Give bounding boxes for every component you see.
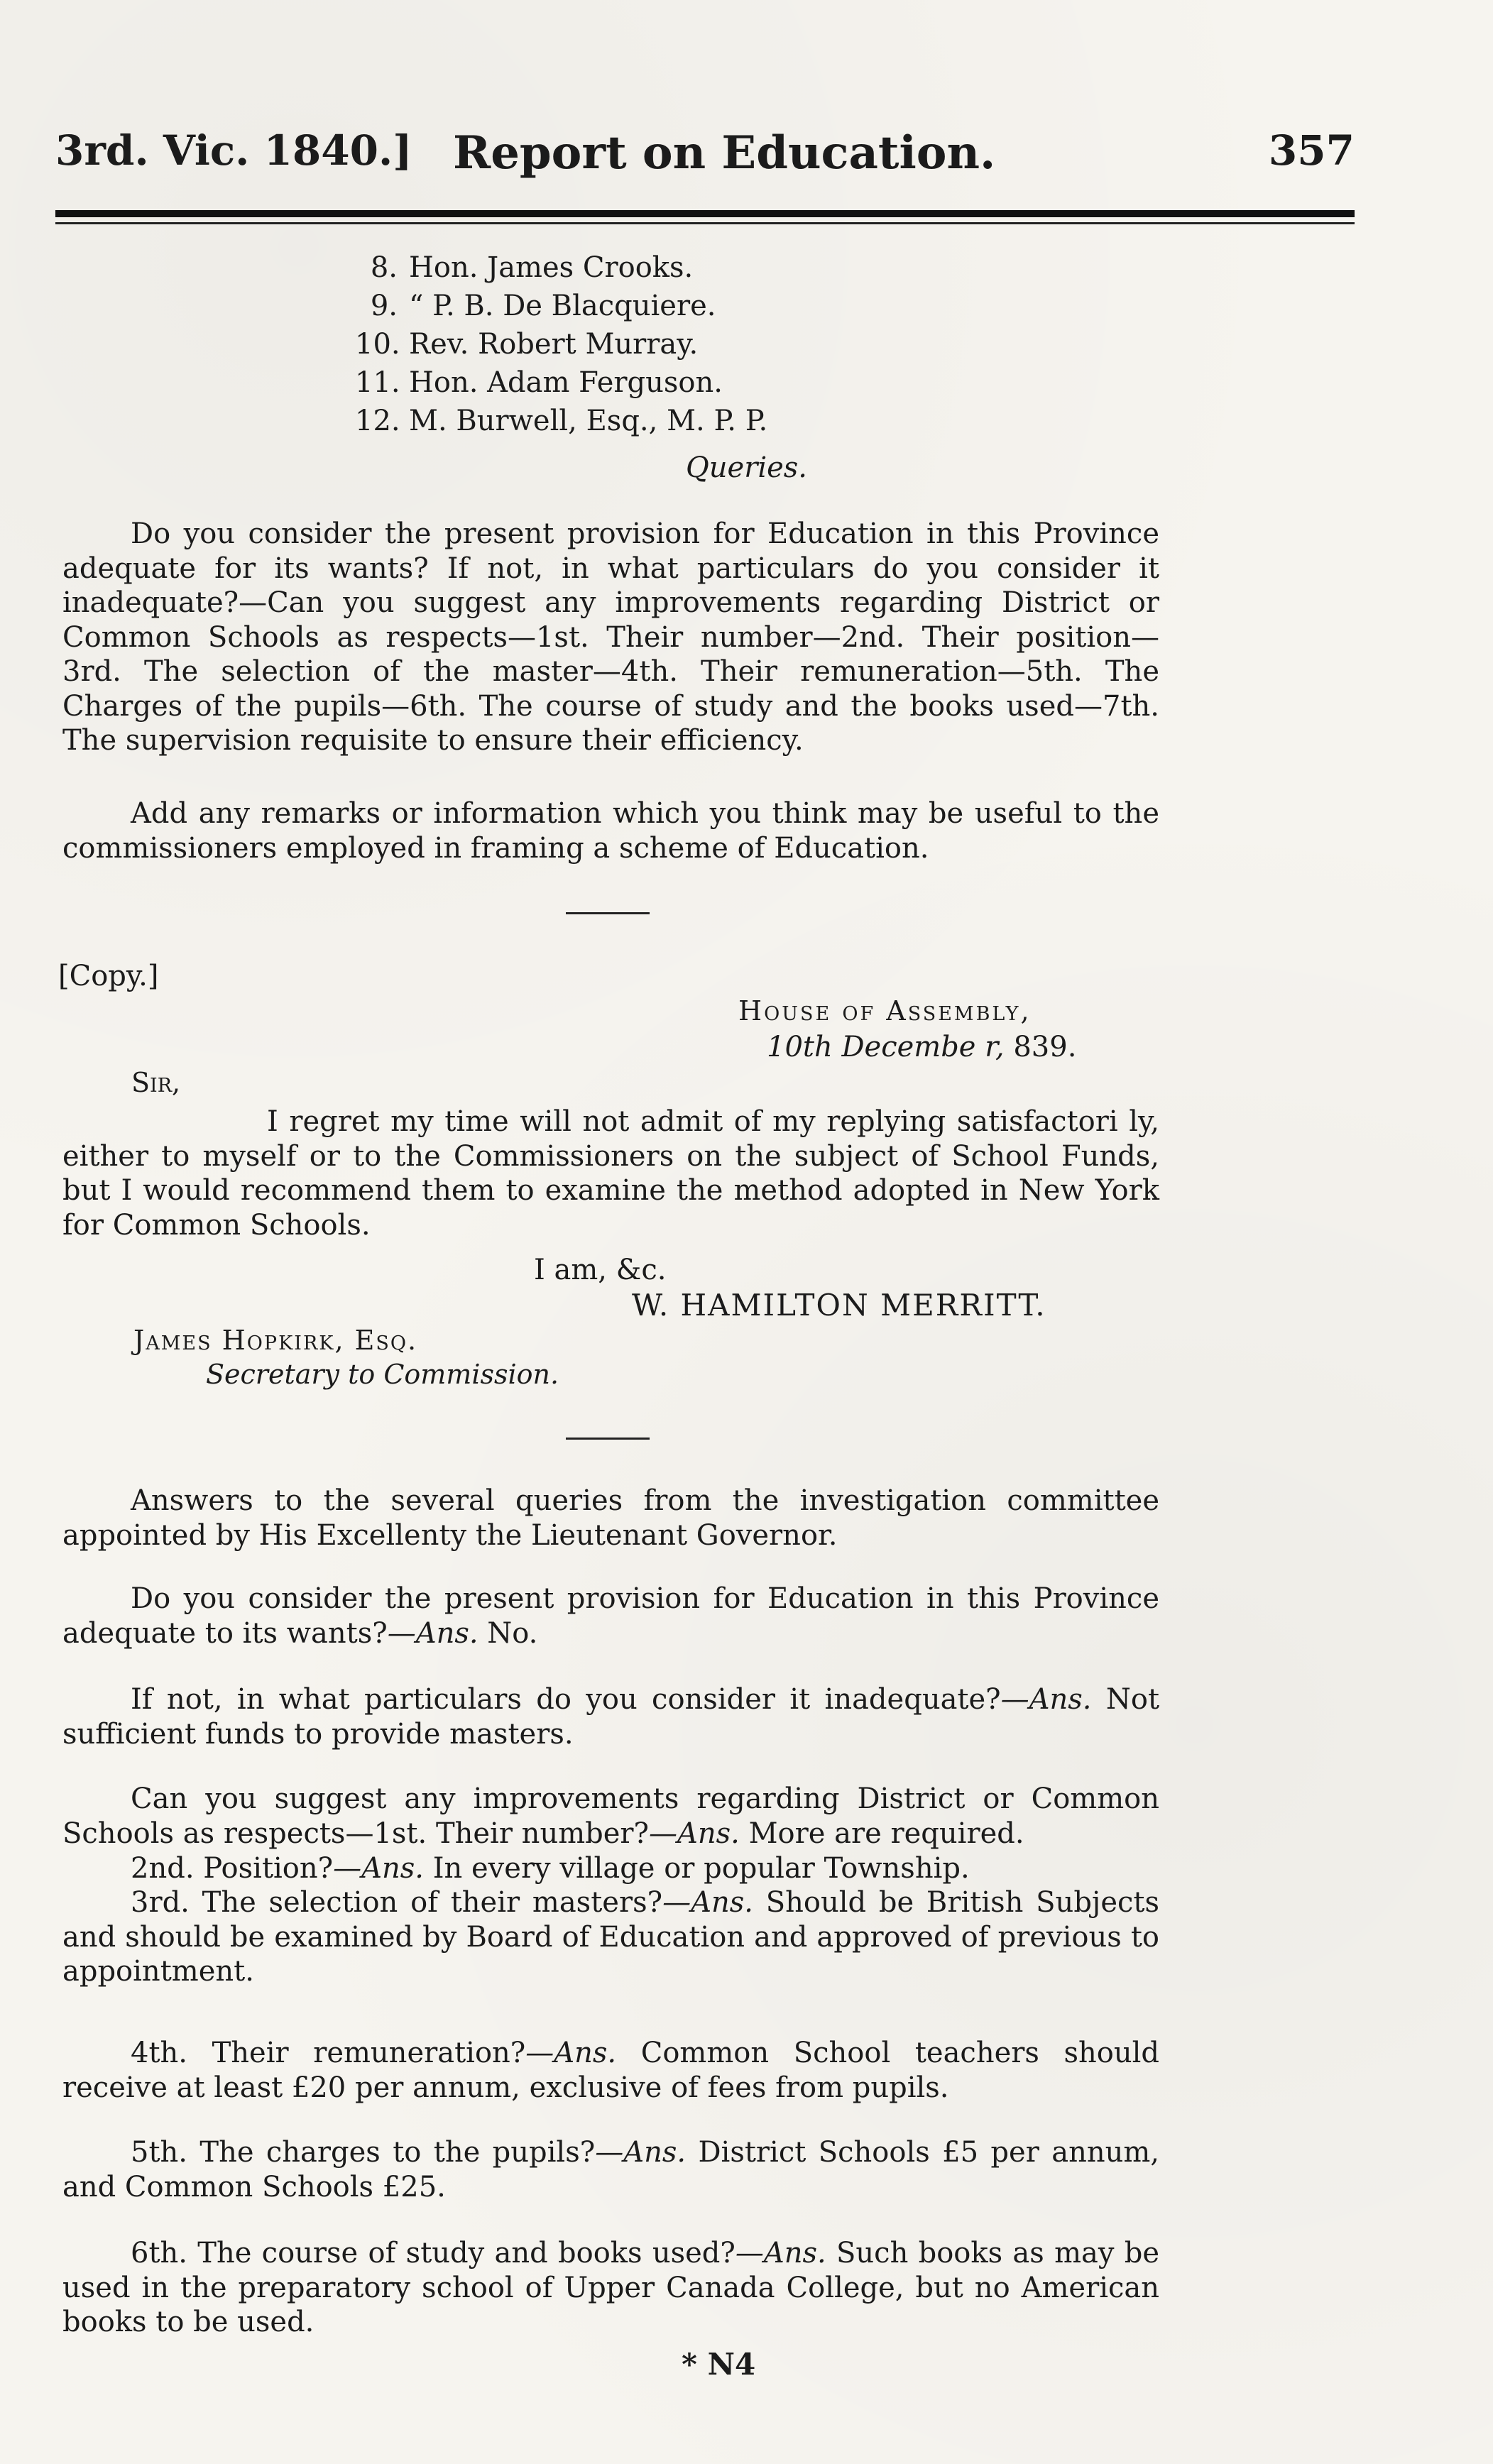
running-header: [55, 114, 1355, 185]
answer-item: If not, in what particulars do you consider it inadequate?—Ans. Not sufficient funds to provide masters.: [62, 1683, 1160, 1751]
queries-paragraph: Do you consider the present provision for Education in this Province adequate for its wants? If not, in what particulars do you consider it inadequate?—Can you suggest any improvements regarding District or Common Schools as respects—1st. Their number—2nd. Their position—3rd. The selection of the master—4th. Their remuneration—5th. The Charges of the pupils—6th. The course of study and the books used—7th. The supervision requisite to ensure their efficiency.: [62, 518, 1159, 757]
member-row: 8. Hon. James Crooks.: [370, 251, 694, 284]
remarks-paragraph: Add any remarks or information which you think may be useful to the commissioners employed in framing a scheme of Education.: [62, 797, 1159, 865]
answer-item: 2nd. Position?—Ans. In every village or popular Township.: [131, 1852, 970, 1885]
answer-item: 3rd. The selection of their masters?—Ans. Should be British Subjects and should be examined by Board of Education and approved of previous to appointment.: [62, 1886, 1160, 1988]
letter-house: House of Assembly,: [738, 995, 1032, 1026]
header-citation: 3rd. Vic. 1840.]: [55, 126, 412, 175]
answer-item: Do you consider the present provision for Education in this Province adequate to its wants?—Ans. No.: [62, 1582, 1159, 1650]
section-divider: [566, 1438, 650, 1440]
member-row: 10. Rev. Robert Murray.: [355, 328, 699, 361]
letter-salutation: Sir,: [131, 1067, 181, 1098]
section-divider: [566, 912, 650, 914]
signature-mark: * N4: [682, 2347, 756, 2382]
letter-closing: I am, &c.: [534, 1254, 667, 1286]
page-number: 357: [1268, 126, 1355, 175]
header-rule-thick: [55, 210, 1355, 217]
member-row: 11. Hon. Adam Ferguson.: [355, 366, 723, 399]
member-row: 9. “ P. B. De Blacquiere.: [370, 290, 716, 322]
answer-item: Can you suggest any improvements regarding District or Common Schools as respects—1st. Their number?—Ans. More are required.: [62, 1783, 1159, 1850]
member-row: 12. M. Burwell, Esq., M. P. P.: [355, 405, 768, 437]
letter-addressee: James Hopkirk, Esq.: [133, 1325, 418, 1356]
answer-item: 6th. The course of study and books used?—Ans. Such books as may be used in the preparatory school of Upper Canada College, but no American books to be used.: [62, 2237, 1159, 2338]
letter-signature: W. HAMILTON MERRITT.: [632, 1288, 1046, 1323]
copy-label: [Copy.]: [58, 960, 159, 992]
letter-addressee-role: Secretary to Commission.: [206, 1359, 559, 1390]
member-list: [355, 248, 767, 440]
letter-body: I regret my time will not admit of my replying satisfactori ly, either to myself or to the Commissioners on the subject of School Funds, but I would recommend them to examine the method adopted in New York for Common Schools.: [62, 1105, 1159, 1242]
header-rule-thin: [55, 222, 1355, 224]
answer-item: 5th. The charges to the pupils?—Ans. District Schools £5 per annum, and Common Schools £25.: [62, 2136, 1159, 2203]
answers-intro: Answers to the several queries from the investigation committee appointed by His Excellenty the Lieutenant Governor.: [62, 1484, 1159, 1552]
queries-heading: Queries.: [685, 451, 808, 484]
letter-date: 10th Decembe r, 839.: [767, 1031, 1077, 1063]
header-title: Report on Education.: [453, 126, 996, 180]
answer-item: 4th. Their remuneration?—Ans. Common School teachers should receive at least £20 per annum, exclusive of fees from pupils.: [62, 2037, 1160, 2104]
